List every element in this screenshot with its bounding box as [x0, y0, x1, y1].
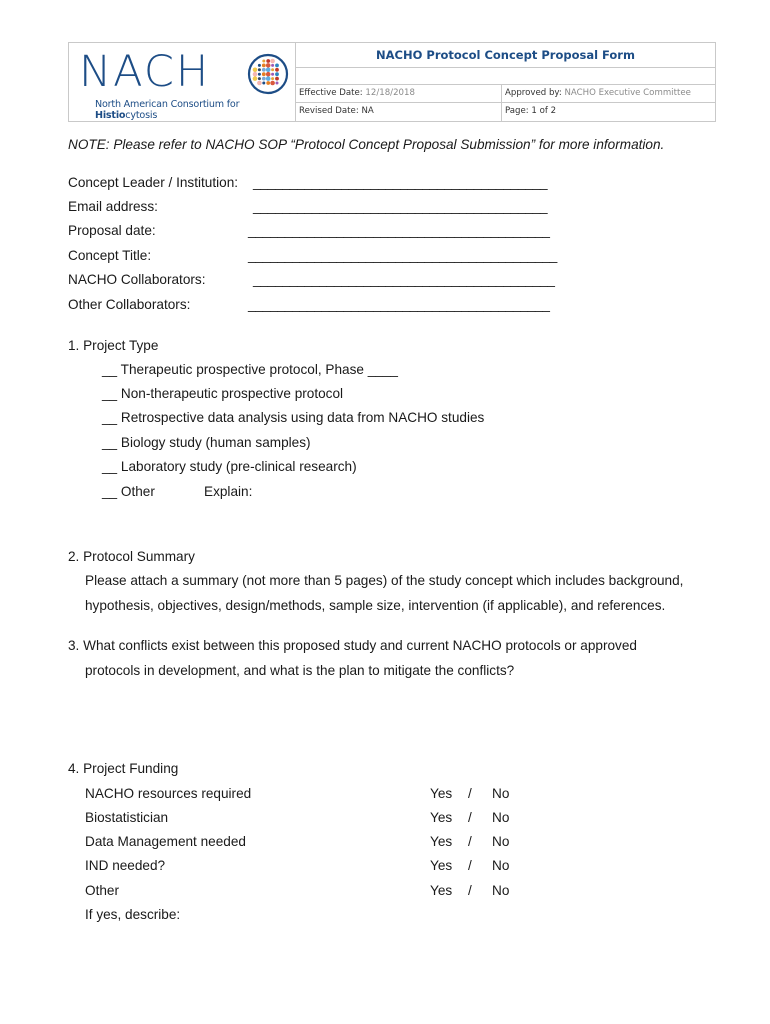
approved-by: Approved by: NACHO Executive Committee	[505, 88, 691, 98]
separator: /	[468, 858, 472, 873]
explain-label: Explain:	[204, 484, 253, 499]
section-conflicts-question: 3. What conflicts exist between this proposed study and current NACHO protocols or approved	[68, 638, 637, 653]
nacho-collaborators-field[interactable]: _________________________________________	[253, 272, 555, 287]
logo-dot	[275, 64, 279, 68]
protocol-summary-text: Please attach a summary (not more than 5 pages) of the study concept which includes background,	[85, 573, 684, 588]
logo-dot	[262, 77, 266, 81]
logo-dot	[270, 59, 275, 64]
funding-label-biostatistician: Biostatistician	[85, 810, 169, 825]
section-conflicts-question: protocols in development, and what is the plan to mitigate the conflicts?	[85, 663, 515, 678]
section-heading-protocol-summary: 2. Protocol Summary	[68, 549, 195, 564]
protocol-summary-text: hypothesis, objectives, design/methods, sample size, intervention (if applicable), and references.	[85, 598, 666, 613]
logo-dot	[266, 81, 270, 85]
option-non-therapeutic[interactable]: __ Non-therapeutic prospective protocol	[102, 386, 344, 401]
logo-dot	[271, 64, 274, 67]
logo-dot	[271, 68, 274, 71]
logo-dot	[253, 68, 258, 73]
field-label-other-collaborators: Other Collaborators:	[68, 297, 191, 312]
logo-dot	[266, 63, 271, 68]
yes-option[interactable]: Yes	[430, 786, 453, 801]
page-number: Page: 1 of 2	[505, 106, 557, 116]
field-label-email: Email address:	[68, 199, 158, 214]
other-collaborators-field[interactable]: _________________________________________	[248, 297, 550, 312]
logo-dot	[262, 64, 266, 68]
funding-label-nacho-resources: NACHO resources required	[85, 786, 252, 801]
revised-date: Revised Date: NA	[299, 106, 374, 116]
yes-option[interactable]: Yes	[430, 858, 453, 873]
logo-wordmark: NACH	[79, 47, 211, 97]
logo-dot	[262, 72, 266, 76]
note-text: NOTE: Please refer to NACHO SOP “Protocol Concept Proposal Submission” for more information.	[68, 137, 665, 152]
logo-dot	[266, 59, 270, 63]
logo-dot	[271, 77, 274, 80]
field-label-concept-title: Concept Title:	[68, 248, 152, 263]
no-option[interactable]: No	[492, 810, 510, 825]
proposal-date-field[interactable]: _________________________________________	[248, 223, 550, 238]
logo-dot	[258, 73, 261, 76]
email-field[interactable]: ________________________________________	[253, 199, 548, 214]
logo-dot	[258, 68, 261, 71]
logo	[69, 43, 296, 121]
logo-dot	[270, 81, 275, 86]
logo-dot	[257, 81, 262, 86]
no-option[interactable]: No	[492, 786, 510, 801]
logo-dot	[258, 64, 261, 67]
logo-dot	[253, 72, 258, 77]
separator: /	[468, 810, 472, 825]
logo-dot	[266, 72, 271, 77]
section-heading-project-funding: 4. Project Funding	[68, 761, 179, 776]
yes-option[interactable]: Yes	[430, 834, 453, 849]
funding-label-data-management: Data Management needed	[85, 834, 246, 849]
yes-option[interactable]: Yes	[430, 883, 453, 898]
logo-dot	[258, 77, 261, 80]
field-label-proposal-date: Proposal date:	[68, 223, 156, 238]
logo-dot	[275, 68, 279, 72]
field-label-concept-leader: Concept Leader / Institution:	[68, 175, 239, 190]
logo-dot	[275, 72, 279, 76]
logo-subtitle: North American Consortium for Histiocytosis	[95, 99, 240, 121]
form-title: NACHO Protocol Concept Proposal Form	[296, 43, 715, 68]
effective-date: Effective Date: 12/18/2018	[299, 88, 415, 98]
logo-dot	[253, 76, 258, 81]
logo-dot	[262, 68, 266, 72]
logo-dot	[276, 82, 279, 85]
funding-label-ind-needed: IND needed?	[85, 858, 166, 873]
yes-option[interactable]: Yes	[430, 810, 453, 825]
concept-leader-field[interactable]: ________________________________________	[253, 175, 548, 190]
section-heading-project-type: 1. Project Type	[68, 338, 159, 353]
logo-dot	[262, 60, 265, 63]
option-retrospective[interactable]: __ Retrospective data analysis using data from NACHO studies	[102, 410, 485, 425]
field-label-nacho-collaborators: NACHO Collaborators:	[68, 272, 206, 287]
if-yes-describe-label: If yes, describe:	[85, 907, 181, 922]
logo-dot	[266, 76, 271, 81]
option-laboratory-study[interactable]: __ Laboratory study (pre-clinical research)	[102, 459, 357, 474]
option-other[interactable]: __ Other	[102, 484, 155, 499]
separator: /	[468, 883, 472, 898]
logo-dot	[275, 77, 279, 81]
logo-dot-circle-icon	[247, 53, 289, 95]
header-blank-row	[296, 68, 715, 85]
option-biology-study[interactable]: __ Biology study (human samples)	[102, 435, 311, 450]
no-option[interactable]: No	[492, 858, 510, 873]
concept-title-field[interactable]: __________________________________________	[248, 248, 558, 263]
no-option[interactable]: No	[492, 883, 510, 898]
option-therapeutic[interactable]: __ Therapeutic prospective protocol, Phase ____	[102, 362, 398, 377]
logo-dot	[266, 68, 271, 73]
separator: /	[468, 786, 472, 801]
separator: /	[468, 834, 472, 849]
logo-dot	[271, 73, 274, 76]
funding-label-other: Other	[85, 883, 119, 898]
no-option[interactable]: No	[492, 834, 510, 849]
logo-dot	[262, 82, 265, 85]
form-header	[68, 42, 716, 122]
